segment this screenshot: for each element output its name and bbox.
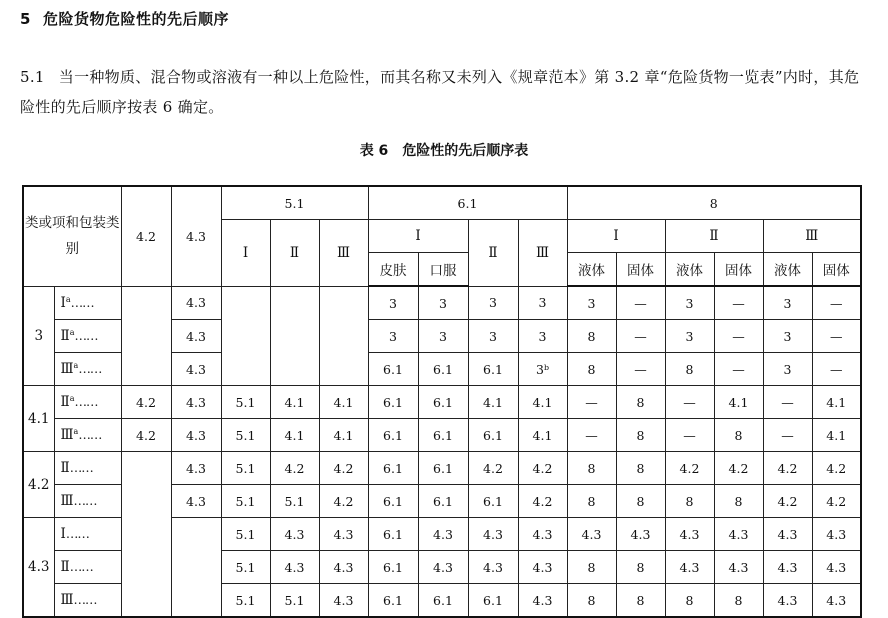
- table-cell: 4.3: [567, 518, 616, 551]
- header-5-1-pg-3: Ⅲ: [319, 220, 368, 287]
- leader-dots: ……: [73, 493, 97, 508]
- header-oral: 口服: [418, 253, 468, 287]
- table-cell: 4.3: [714, 518, 763, 551]
- table-cell: 4.2: [763, 485, 812, 518]
- cell-5-1-blank: [221, 286, 270, 386]
- table-cell: 4.3: [518, 518, 567, 551]
- packing-group-label: [54, 320, 121, 353]
- table-cell: 8: [616, 485, 665, 518]
- table-cell: 6.1: [368, 452, 418, 485]
- table-cell: 4.1: [518, 386, 567, 419]
- table-number: 表 6: [359, 143, 389, 159]
- header-5-1-pg-1: Ⅰ: [221, 220, 270, 287]
- cell-4-3: 4.3: [171, 452, 221, 485]
- cell-4-3: 4.3: [171, 386, 221, 419]
- table-cell: —: [812, 320, 861, 353]
- header-row-1: [23, 186, 861, 220]
- leader-dots: ……: [70, 294, 94, 310]
- leader-dots: ……: [73, 592, 97, 607]
- table-cell: 3: [468, 320, 518, 353]
- table-cell: —: [812, 353, 861, 386]
- table-cell: 8: [567, 353, 616, 386]
- clause-number: 5.1: [20, 68, 45, 86]
- cell-4-3: 4.3: [171, 419, 221, 452]
- header-8-pg-3: Ⅲ: [763, 220, 861, 253]
- table-cell: 8: [616, 419, 665, 452]
- table-cell: 3: [468, 286, 518, 320]
- table-cell: 4.3: [319, 551, 368, 584]
- table-cell: 3: [368, 320, 418, 353]
- table-cell: —: [616, 353, 665, 386]
- packing-group-label: [54, 386, 121, 419]
- table-cell: —: [714, 353, 763, 386]
- table-cell: 4.3: [270, 551, 319, 584]
- header-6-1-pg-2: Ⅱ: [468, 220, 518, 287]
- table-cell: 6.1: [418, 386, 468, 419]
- leader-dots: ……: [69, 460, 93, 475]
- table-cell: 3: [763, 320, 812, 353]
- table-cell: 3: [418, 286, 468, 320]
- table-cell: 5.1: [221, 518, 270, 551]
- table-cell: 4.3: [518, 584, 567, 618]
- packing-group-label: [54, 419, 121, 452]
- table-cell: 4.2: [812, 485, 861, 518]
- footnote-marker: a: [73, 426, 79, 436]
- packing-group-numeral: Ⅱ: [60, 559, 70, 575]
- table-cell: 3: [418, 320, 468, 353]
- table-cell: 5.1: [221, 584, 270, 618]
- packing-group-numeral: Ⅱ: [60, 460, 70, 476]
- section-number: 5: [20, 10, 31, 28]
- table-cell: 8: [665, 584, 714, 618]
- packing-group-label: [54, 518, 121, 551]
- table-cell: 4.1: [518, 419, 567, 452]
- table-cell: 8: [567, 584, 616, 618]
- table-cell: 4.3: [468, 551, 518, 584]
- table-cell: —: [567, 419, 616, 452]
- table-cell: 3: [518, 320, 567, 353]
- table-cell: 4.1: [714, 386, 763, 419]
- footnote-marker: a: [69, 327, 75, 337]
- header-col-4-2: 4.2: [121, 186, 171, 286]
- table-cell: 4.3: [418, 518, 468, 551]
- table-cell: —: [714, 320, 763, 353]
- table-cell: 5.1: [221, 452, 270, 485]
- table-cell: 5.1: [221, 551, 270, 584]
- footnote-marker: a: [73, 360, 79, 370]
- header-group-8: 8: [567, 186, 861, 220]
- table-cell: —: [763, 419, 812, 452]
- table-cell: 5.1: [221, 419, 270, 452]
- packing-group-label: [54, 286, 121, 320]
- table-cell: 4.2: [714, 452, 763, 485]
- table-cell: 8: [616, 386, 665, 419]
- table-cell: 4.1: [812, 386, 861, 419]
- table-cell: 8: [616, 584, 665, 618]
- leader-dots: ……: [78, 427, 102, 443]
- table-cell: 4.1: [270, 386, 319, 419]
- header-8-pg1-liquid: 液体: [567, 253, 616, 287]
- table-cell: 3: [368, 286, 418, 320]
- table-title: 危险性的先后顺序表: [402, 143, 529, 159]
- header-group-5-1: 5.1: [221, 186, 368, 220]
- cell-5-1-blank: [319, 286, 368, 386]
- header-8-pg3-liquid: 液体: [763, 253, 812, 287]
- table-cell: 6.1: [368, 584, 418, 618]
- table-cell: 4.3: [714, 551, 763, 584]
- table-cell: 3: [567, 286, 616, 320]
- cell-4-3: 4.3: [171, 320, 221, 353]
- table-cell: 6.1: [418, 584, 468, 618]
- table-cell: 4.3: [665, 551, 714, 584]
- cell-5-1-blank: [270, 286, 319, 386]
- table-cell: 4.3: [763, 551, 812, 584]
- packing-group-label: [54, 485, 121, 518]
- hazard-precedence-table: [22, 185, 862, 618]
- table-cell: 4.3: [812, 551, 861, 584]
- table-cell: 6.1: [468, 353, 518, 386]
- table-cell: 4.3: [763, 518, 812, 551]
- leader-dots: ……: [69, 559, 93, 574]
- table-cell: 4.2: [665, 452, 714, 485]
- section-title: 危险货物危险性的先后顺序: [42, 10, 229, 28]
- table-cell: —: [714, 286, 763, 320]
- table-cell: 3: [518, 286, 567, 320]
- table-caption: [0, 140, 888, 160]
- table-row: [23, 419, 861, 452]
- table-cell: 4.3: [665, 518, 714, 551]
- packing-group-numeral: Ⅱ: [60, 394, 70, 411]
- table-cell: —: [665, 386, 714, 419]
- packing-group-numeral: Ⅱ: [60, 328, 70, 345]
- cell-4-2: 4.2: [121, 386, 171, 419]
- packing-group-numeral: Ⅰ: [60, 294, 66, 311]
- table-row: [23, 286, 861, 320]
- table-cell: 5.1: [270, 485, 319, 518]
- table-cell: 4.3: [270, 518, 319, 551]
- table-cell: —: [763, 386, 812, 419]
- table-row: [23, 386, 861, 419]
- cell-4-2: 4.2: [121, 419, 171, 452]
- table-cell: 8: [616, 551, 665, 584]
- table-cell: 4.3: [319, 584, 368, 618]
- packing-group-numeral: Ⅲ: [60, 592, 74, 608]
- table-cell: 8: [567, 551, 616, 584]
- class-label: 4.3: [23, 518, 54, 618]
- table-cell: 8: [616, 452, 665, 485]
- table-row: [23, 452, 861, 485]
- packing-group-label: [54, 452, 121, 485]
- table-cell: 6.1: [418, 485, 468, 518]
- header-8-pg-2: Ⅱ: [665, 220, 763, 253]
- table-cell: 5.1: [270, 584, 319, 618]
- cell-4-3: 4.3: [171, 485, 221, 518]
- cell-4-3: [171, 518, 221, 618]
- table-cell: —: [665, 419, 714, 452]
- header-group-6-1: 6.1: [368, 186, 567, 220]
- table-cell: 6.1: [368, 485, 418, 518]
- table-cell: 3: [763, 353, 812, 386]
- table-cell: 3: [665, 286, 714, 320]
- table-cell: 6.1: [418, 452, 468, 485]
- table-cell: 4.3: [763, 584, 812, 618]
- table-cell: 6.1: [418, 419, 468, 452]
- table-cell: —: [616, 320, 665, 353]
- table-cell: 4.2: [270, 452, 319, 485]
- table-cell: 8: [567, 320, 616, 353]
- table-cell: 6.1: [368, 386, 418, 419]
- class-label: 4.2: [23, 452, 54, 518]
- packing-group-label: [54, 584, 121, 618]
- table-cell: 6.1: [368, 551, 418, 584]
- table-cell: 8: [567, 485, 616, 518]
- table-cell: 4.2: [518, 485, 567, 518]
- cell-4-3: 4.3: [171, 353, 221, 386]
- table-cell: 6.1: [468, 584, 518, 618]
- leader-dots: ……: [74, 328, 98, 344]
- header-8-pg2-solid: 固体: [714, 253, 763, 287]
- table-cell: 5.1: [221, 485, 270, 518]
- leader-dots: ……: [74, 394, 98, 410]
- table-cell: 4.3: [812, 584, 861, 618]
- table-cell: 8: [665, 353, 714, 386]
- clause-text: 当一种物质、混合物或溶液有一种以上危险性，而其名称又未列入《规章范本》第 3.2 章“危险货物一览表”内时，其危险性的先后顺序按表 6 确定。: [20, 68, 860, 116]
- table-cell: 4.3: [518, 551, 567, 584]
- table-cell: —: [812, 286, 861, 320]
- table-cell: 4.3: [468, 518, 518, 551]
- packing-group-numeral: Ⅲ: [60, 361, 74, 378]
- table-cell: 4.2: [518, 452, 567, 485]
- table-cell: 4.1: [319, 419, 368, 452]
- cell-4-2: [121, 452, 171, 618]
- header-8-pg3-solid: 固体: [812, 253, 861, 287]
- header-6-1-pg-1: Ⅰ: [368, 220, 468, 253]
- table-cell: 6.1: [368, 518, 418, 551]
- header-6-1-pg-3: Ⅲ: [518, 220, 567, 287]
- table-cell: 4.1: [468, 386, 518, 419]
- packing-group-numeral: Ⅲ: [60, 493, 74, 509]
- header-8-pg-1: Ⅰ: [567, 220, 665, 253]
- table-cell: 3: [665, 320, 714, 353]
- class-label: 4.1: [23, 386, 54, 452]
- table-cell: 6.1: [468, 485, 518, 518]
- table-cell: 4.2: [812, 452, 861, 485]
- table-cell: 6.1: [368, 353, 418, 386]
- table-cell: 6.1: [368, 419, 418, 452]
- table-cell: 4.2: [468, 452, 518, 485]
- table-cell: 4.1: [270, 419, 319, 452]
- table-cell: 5.1: [221, 386, 270, 419]
- table-cell: 4.1: [812, 419, 861, 452]
- table-cell: 4.2: [763, 452, 812, 485]
- leader-dots: ……: [65, 526, 89, 541]
- cell-4-2: [121, 286, 171, 386]
- table-cell: 4.3: [319, 518, 368, 551]
- table-cell: 4.2: [319, 452, 368, 485]
- footnote-marker: a: [65, 294, 71, 304]
- table-cell: 3: [763, 286, 812, 320]
- header-skin: 皮肤: [368, 253, 418, 287]
- table-cell: 4.3: [418, 551, 468, 584]
- footnote-marker: a: [69, 393, 75, 403]
- table-cell: 8: [714, 419, 763, 452]
- header-8-pg1-solid: 固体: [616, 253, 665, 287]
- table-cell: 6.1: [418, 353, 468, 386]
- packing-group-numeral: Ⅲ: [60, 427, 74, 444]
- header-5-1-pg-2: Ⅱ: [270, 220, 319, 287]
- leader-dots: ……: [78, 361, 102, 377]
- packing-group-label: [54, 551, 121, 584]
- table-cell: —: [616, 286, 665, 320]
- table-cell: 3ᵇ: [518, 353, 567, 386]
- clause-5-1: [20, 62, 870, 122]
- section-heading: [20, 8, 229, 29]
- class-label: 3: [23, 286, 54, 386]
- table-cell: —: [567, 386, 616, 419]
- table-cell: 8: [714, 485, 763, 518]
- table-cell: 4.1: [319, 386, 368, 419]
- header-col-4-3: 4.3: [171, 186, 221, 286]
- cell-4-3: 4.3: [171, 286, 221, 320]
- packing-group-label: [54, 353, 121, 386]
- table-cell: 8: [567, 452, 616, 485]
- table-cell: 8: [714, 584, 763, 618]
- table-cell: 4.2: [319, 485, 368, 518]
- header-8-pg2-liquid: 液体: [665, 253, 714, 287]
- header-category: 类或项和包装类别: [23, 186, 121, 286]
- table-cell: 8: [665, 485, 714, 518]
- packing-group-numeral: Ⅰ: [60, 526, 66, 542]
- table-cell: 6.1: [468, 419, 518, 452]
- table-cell: 4.3: [812, 518, 861, 551]
- table-cell: 4.3: [616, 518, 665, 551]
